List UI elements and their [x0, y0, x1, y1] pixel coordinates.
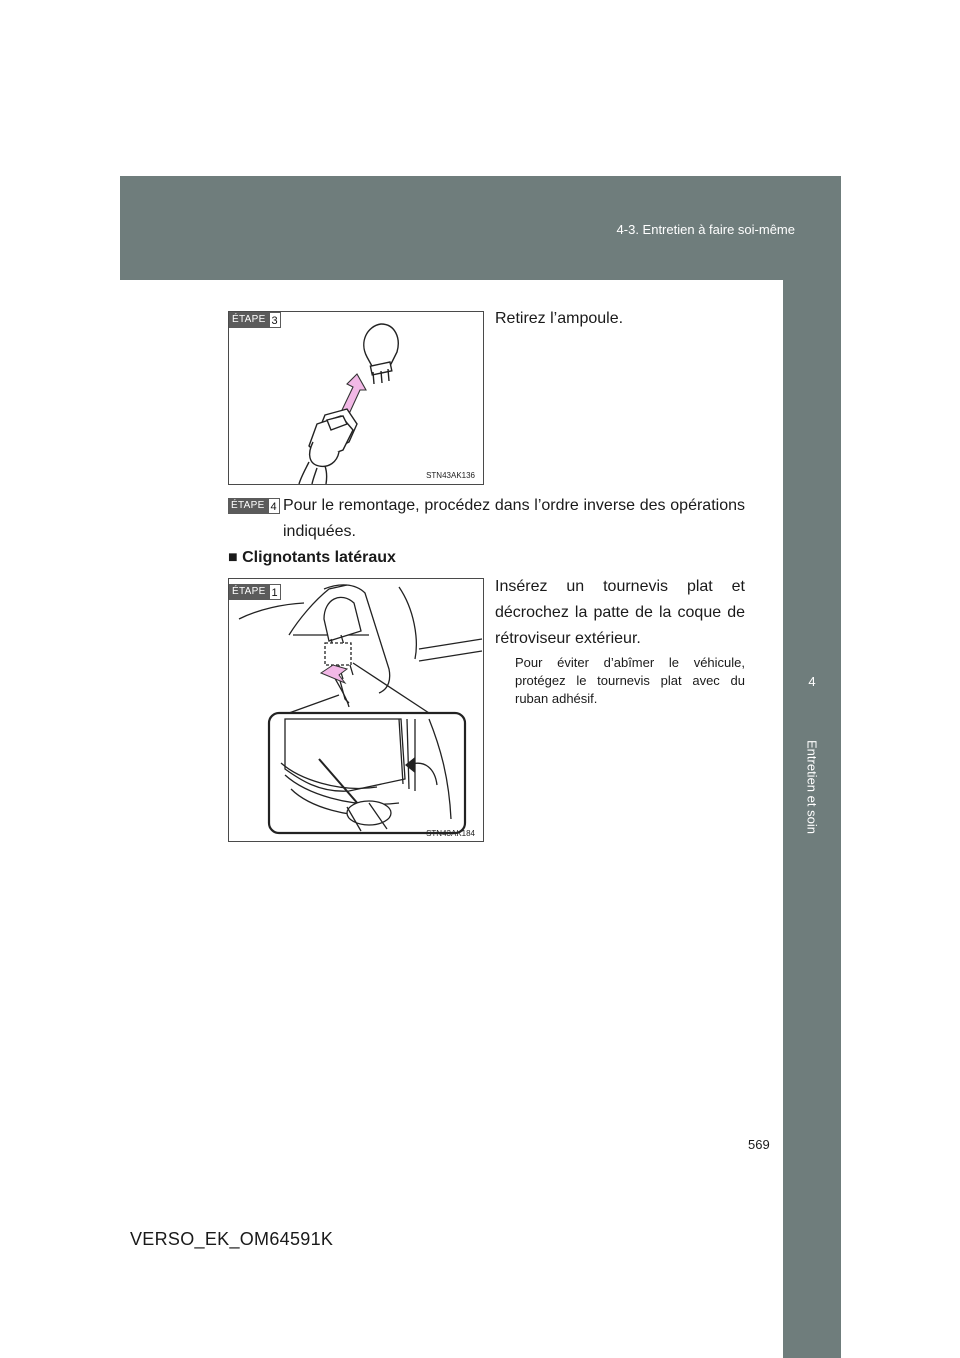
section-bullet: ■ — [228, 549, 238, 566]
step-3-text: Retirez l’ampoule. — [495, 310, 624, 327]
section-title: 4-3. Entretien à faire soi-même — [616, 222, 795, 237]
step-label: ÉTAPE — [228, 498, 268, 514]
step-number: 3 — [269, 312, 281, 328]
chapter-number-tab — [783, 656, 841, 724]
section-heading — [228, 549, 396, 567]
step-1-note: Pour éviter d’abîmer le véhicule, protégez le tournevis plat avec du ruban adhésif. — [515, 655, 745, 706]
step-1-text: Insérez un tournevis plat et décrochez la patte de la coque de rétroviseur extérieur. — [495, 578, 745, 647]
step-label: ÉTAPE — [229, 312, 269, 328]
side-tab-upper — [783, 280, 841, 656]
chapter-title: Entretien et soin — [804, 740, 820, 834]
bulb-removal-illustration — [229, 312, 483, 484]
page-number: 569 — [748, 1137, 770, 1152]
step-label: ÉTAPE — [229, 584, 269, 600]
step-badge — [228, 498, 280, 514]
step-4-text: Pour le remontage, procédez dans l’ordre inverse des opérations indiquées. — [283, 497, 745, 540]
chapter-number: 4 — [808, 674, 816, 689]
figure-code: STN43AK184 — [426, 829, 475, 838]
section-title: Clignotants latéraux — [242, 549, 396, 566]
header-band — [120, 176, 841, 280]
side-mirror-illustration — [229, 579, 483, 841]
figure-code: STN43AK136 — [426, 471, 475, 480]
document-code: VERSO_EK_OM64591K — [130, 1229, 334, 1249]
figure-side-mirror — [228, 578, 484, 842]
figure-bulb-removal — [228, 311, 484, 485]
step-number: 1 — [269, 584, 281, 600]
step-badge — [229, 312, 281, 328]
step-badge — [229, 584, 281, 600]
step-number: 4 — [268, 498, 280, 514]
chapter-title-vertical — [783, 732, 841, 842]
